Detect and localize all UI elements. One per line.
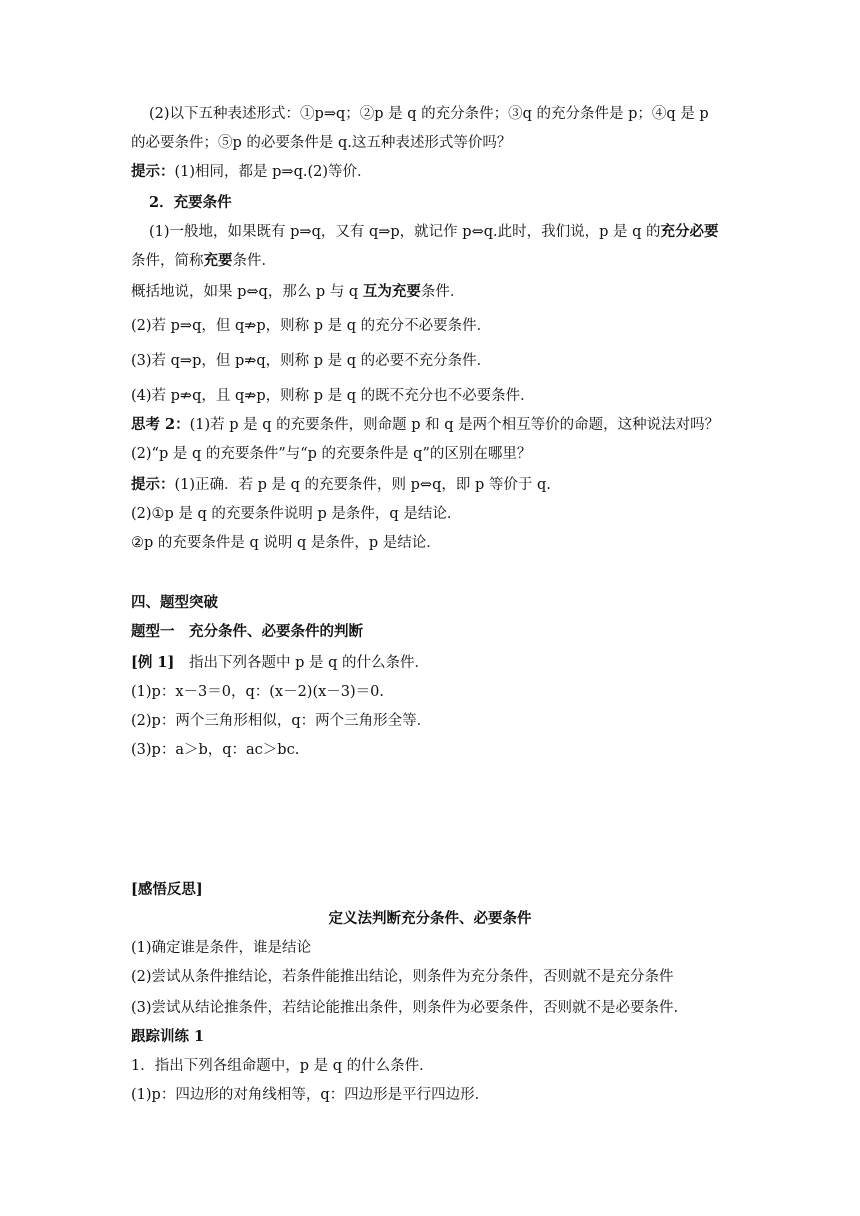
emphasis: 充分必要 xyxy=(660,223,719,240)
text-segment: 指出下列各题中 p 是 q 的什么条件． xyxy=(188,655,429,671)
text-line: (2)以下五种表述形式：①p⇒q；②p 是 q 的充分条件；③q 的充分条件是 p；④q 是 p xyxy=(149,106,709,122)
example-label: [例 1] xyxy=(131,654,175,671)
text-line xyxy=(149,222,719,242)
text-line: (2)①p 是 q 的充要条件说明 p 是条件，q 是结论． xyxy=(131,506,462,522)
text-line: (3)尝试从结论推条件，若结论能推出条件，则条件为必要条件，否则就不是必要条件. xyxy=(131,1000,679,1016)
text-segment: 条件． xyxy=(232,253,276,269)
subsection-heading: 题型一 充分条件、必要条件的判断 xyxy=(131,623,363,640)
hint-text: (1)正确．若 p 是 q 的充要条件，则 p⇔q，即 p 等价于 q. xyxy=(174,477,551,493)
text-line: (3)p：a＞b，q：ac＞bc. xyxy=(131,742,300,758)
text-line: (2)尝试从条件推结论，若条件能推出结论，则条件为充分条件，否则就不是充分条件 xyxy=(131,969,674,985)
text-line xyxy=(131,415,719,435)
text-segment: (1)一般地，如果既有 p⇒q，又有 q⇒p，就记作 p⇔q.此时，我们说，p 是 q 的 xyxy=(149,224,661,240)
text-line: (1)p：x－3＝0，q：(x－2)(x－3)＝0. xyxy=(131,684,384,700)
text-line: (1)p：四边形的对角线相等，q：四边形是平行四边形． xyxy=(131,1087,490,1103)
reflection-heading: [感悟反思] xyxy=(131,881,203,898)
emphasis: 互为充要 xyxy=(362,283,421,300)
text-segment: (1)若 p 是 q 的充要条件，则命题 p 和 q 是两个相互等价的命题，这种说法对吗？ xyxy=(189,417,720,433)
text-line: (4)若 p⇏q，且 q⇏p，则称 p 是 q 的既不充分也不必要条件． xyxy=(131,388,535,404)
hint-text: (1)相同，都是 p⇒q.(2)等价． xyxy=(174,164,372,180)
text-line xyxy=(131,475,551,495)
text-line xyxy=(131,162,372,182)
exercise-heading: 跟踪训练 1 xyxy=(131,1028,205,1045)
text-segment: 条件． xyxy=(420,284,465,300)
hint-label: 提示： xyxy=(131,476,175,493)
text-line: 的必要条件；⑤p 的必要条件是 q.这五种表述形式等价吗？ xyxy=(131,135,512,151)
text-segment: 条件，简称 xyxy=(131,253,204,269)
text-line xyxy=(131,251,276,271)
hint-label: 提示： xyxy=(131,163,175,180)
text-line: (2)“p 是 q 的充要条件”与“p 的充要条件是 q”的区别在哪里？ xyxy=(131,446,532,462)
text-line xyxy=(131,653,429,673)
text-segment: 概括地说，如果 p⇔q，那么 p 与 q xyxy=(131,284,359,300)
text-line xyxy=(131,282,464,302)
box-title: 定义法判断充分条件、必要条件 xyxy=(328,910,532,927)
section-heading: 2．充要条件 xyxy=(149,194,232,211)
section-heading: 四、题型突破 xyxy=(131,594,218,611)
emphasis: 充要 xyxy=(203,252,233,269)
text-line: 1．指出下列各组命题中，p 是 q 的什么条件． xyxy=(131,1058,434,1074)
think-label: 思考 2： xyxy=(131,416,190,433)
text-line: (2)若 p⇒q，但 q⇏p，则称 p 是 q 的充分不必要条件． xyxy=(131,318,492,334)
text-line: (3)若 q⇒p，但 p⇏q，则称 p 是 q 的必要不充分条件． xyxy=(131,353,492,369)
text-line: (1)确定谁是条件，谁是结论 xyxy=(131,940,312,956)
text-line: (2)p：两个三角形相似，q：两个三角形全等． xyxy=(131,713,432,729)
text-line: ②p 的充要条件是 q 说明 q 是条件，p 是结论． xyxy=(131,535,441,551)
